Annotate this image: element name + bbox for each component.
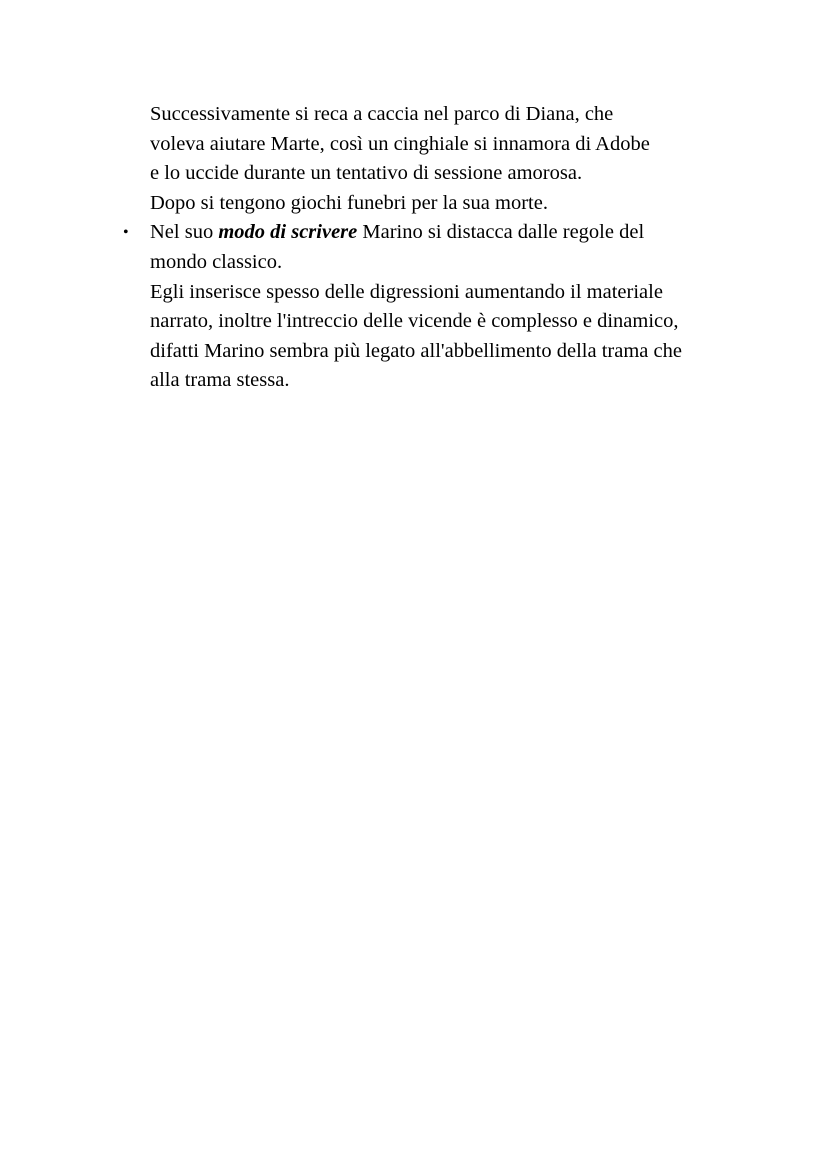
bullet-suffix: Marino si distacca dalle regole del (357, 221, 645, 244)
emphasized-phrase: modo di scrivere (218, 221, 358, 244)
paragraph-line: voleva aiutare Marte, così un cinghiale si innamora di Adobe (150, 132, 650, 155)
bullet-line: alla trama stessa. (150, 369, 290, 392)
paragraph-line: Successivamente si reca a caccia nel parco di Diana, che (150, 103, 614, 125)
bullet-prefix: Nel suo (150, 221, 219, 244)
bullet-line: difatti Marino sembra più legato all'abbellimento della trama che (150, 339, 682, 362)
paragraph-line: Dopo si tengono giochi funebri per la sua morte. (150, 191, 548, 214)
paragraph-line: e lo uccide durante un tentativo di sessione amorosa. (150, 162, 583, 185)
bullet-list-item (123, 218, 750, 396)
bullet-line: mondo classico. (150, 250, 283, 273)
bullet-line: Egli inserisce spesso delle digressioni aumentando il materiale (150, 280, 663, 303)
document-body (123, 100, 750, 396)
bullet-line: narrato, inoltre l'intreccio delle vicende è complesso e dinamico, (150, 310, 679, 333)
bullet-icon: • (123, 224, 129, 242)
bullet-first-line (150, 218, 750, 248)
